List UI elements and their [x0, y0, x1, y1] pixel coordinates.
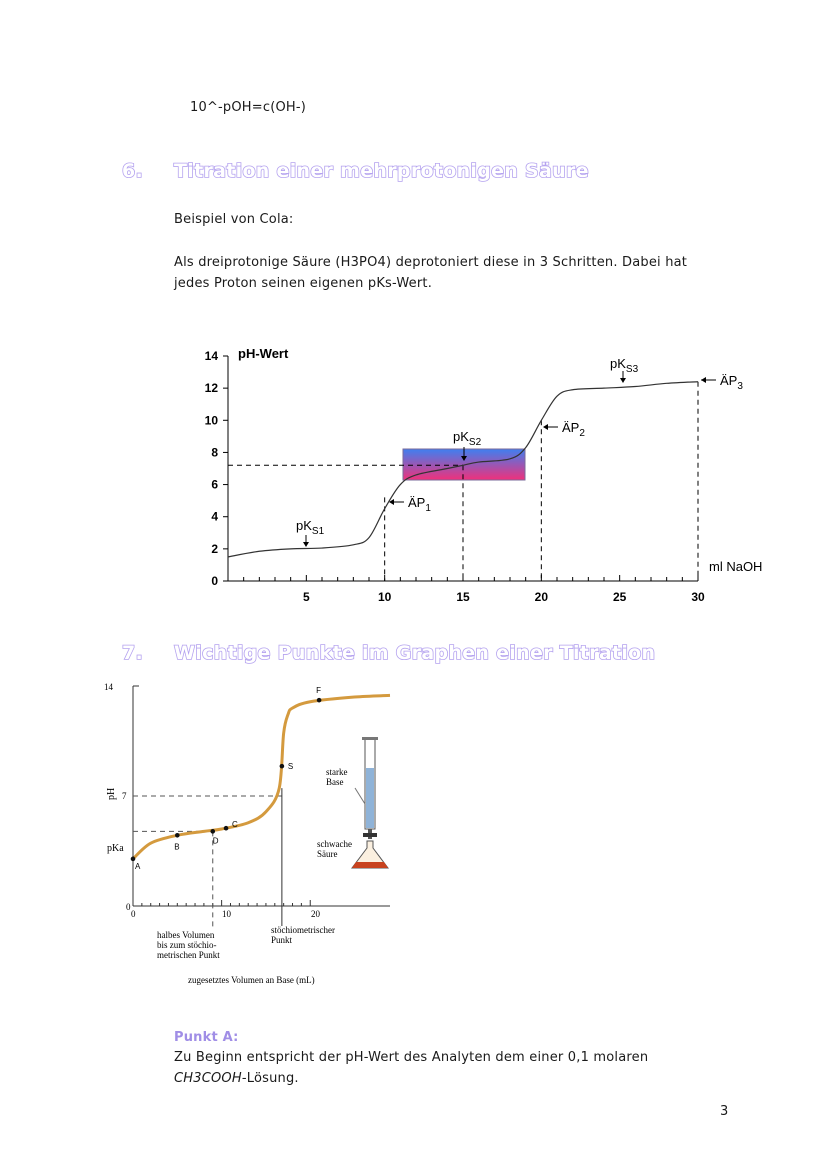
- chart2-point-label: B: [174, 842, 180, 852]
- chart1-xtick-label: 25: [612, 590, 627, 604]
- chart2-point-f: [317, 698, 322, 703]
- aep1-sub: 1: [425, 503, 431, 514]
- stoich-point-line1: stöchiometrischer: [271, 925, 335, 935]
- chart2-xlabel: zugesetztes Volumen an Base (mL): [188, 975, 315, 985]
- section-7-title: Wichtige Punkte im Graphen einer Titration: [174, 642, 656, 664]
- chart2-point-label: D: [212, 836, 219, 846]
- pks1-sub: S1: [311, 526, 325, 537]
- pks3-sub: S3: [625, 364, 639, 375]
- annotation-pks1: [296, 518, 325, 547]
- chart1-ytick-label: 10: [204, 413, 218, 428]
- chart2-point-a: [131, 857, 136, 862]
- svg-text:pKS1: [296, 518, 325, 537]
- chart2-xtick-0: 0: [131, 909, 136, 919]
- pks2-label: pK: [453, 429, 469, 444]
- half-volume-line1: halbes Volumen: [157, 930, 215, 940]
- annotation-aep2: [543, 420, 585, 439]
- svg-text:pKS2: [453, 429, 482, 448]
- punkt-a-line1: Zu Beginn entspricht der pH-Wert des Analyten dem einer 0,1 molaren: [174, 1050, 649, 1065]
- half-volume-line2: bis zum stöchio-: [157, 940, 217, 950]
- aep2-sub: 2: [579, 428, 585, 439]
- chart2-point-d: [210, 829, 215, 834]
- chart1-xlabel: ml NaOH: [709, 559, 763, 574]
- weak-acid-line1: schwache: [317, 839, 352, 849]
- chart1-xtick-label: 20: [534, 590, 549, 604]
- weak-acid-line2: Säure: [317, 849, 338, 859]
- punkt-a-formula: CH3COOH: [174, 1071, 242, 1086]
- chart1-xtick-label: 10: [377, 590, 392, 604]
- aep3-sub: 3: [737, 381, 743, 392]
- section-6-number: 6.: [122, 160, 144, 182]
- strong-base-line2: Base: [326, 777, 344, 787]
- chart1-ytick-label: 4: [211, 509, 218, 524]
- chart1-xtick-label: 15: [456, 590, 470, 604]
- annotation-aep1: [389, 495, 431, 514]
- chart2-point-label: F: [316, 686, 321, 696]
- titration-chart-weak-acid: [100, 676, 410, 996]
- chart2-point-b: [175, 833, 180, 838]
- punkt-a-line2-rest: -Lösung.: [241, 1071, 299, 1086]
- aep2-label: ÄP: [562, 420, 580, 435]
- chart2-ytick-7: 7: [122, 791, 127, 801]
- chart2-point-label: C: [232, 820, 238, 830]
- chart2-point-c: [224, 826, 229, 831]
- chart1-guides: [228, 382, 698, 581]
- chart2-pka-label: pKa: [107, 843, 124, 854]
- half-volume-line3: metrischen Punkt: [157, 950, 220, 960]
- punkt-a-title: Punkt A:: [174, 1030, 239, 1045]
- chart1-ytick-label: 0: [211, 574, 218, 588]
- chart1-ytick-label: 6: [211, 477, 218, 492]
- pks3-label: pK: [610, 356, 626, 371]
- annotation-aep3: [701, 373, 743, 392]
- svg-text:ÄP1: [408, 495, 431, 514]
- chart2-xtick-20: 20: [311, 909, 320, 919]
- chart2-point-label: A: [135, 861, 141, 871]
- pks1-label: pK: [296, 518, 312, 533]
- chart2-ytick-14: 14: [104, 682, 113, 692]
- aep3-label: ÄP: [720, 373, 738, 388]
- svg-text:pKS3: [610, 356, 639, 375]
- paragraph-line-1: Als dreiprotonige Säure (H3PO4) deprotoniert diese in 3 Schritten. Dabei hat: [174, 255, 688, 270]
- chart1-ytick-label: 14: [204, 349, 218, 363]
- section-7-number: 7.: [122, 642, 144, 664]
- titration-chart-polyprotic: [190, 336, 790, 626]
- svg-text:ÄP2: [562, 420, 585, 439]
- svg-text:ÄP3: [720, 373, 743, 392]
- top-formula: 10^-pOH=c(OH-): [190, 100, 307, 115]
- paragraph-line-2: jedes Proton seinen eigenen pKs-Wert.: [174, 276, 433, 291]
- chart1-ytick-label: 12: [204, 381, 218, 396]
- section-6-title: Titration einer mehrprotonigen Säure: [174, 160, 589, 182]
- chart1-ytick-label: 8: [211, 445, 218, 460]
- strong-base-line1: starke: [326, 767, 348, 777]
- chart1-xtick-label: 5: [302, 590, 310, 604]
- page-number: 3: [720, 1104, 729, 1119]
- example-label: Beispiel von Cola:: [174, 212, 294, 227]
- chart1-ylabel: pH-Wert: [238, 346, 289, 361]
- chart1-xtick-label: 30: [691, 590, 705, 604]
- chart2-ph-curve: [133, 695, 390, 858]
- stoich-point-line2: Punkt: [271, 935, 293, 945]
- chart2-point-label: S: [287, 762, 294, 772]
- chart2-point-s: [280, 764, 285, 769]
- chart2-ylabel: pH: [106, 787, 117, 800]
- chart2-xtick-10: 10: [222, 909, 231, 919]
- annotation-pks3: [610, 356, 639, 383]
- aep1-label: ÄP: [408, 495, 426, 510]
- pks2-sub: S2: [468, 437, 482, 448]
- chart2-ytick-0: 0: [126, 902, 131, 912]
- chart1-ytick-label: 2: [211, 541, 218, 556]
- burette-flask-illustration: [352, 737, 388, 868]
- punkt-a-line2: [174, 1071, 299, 1086]
